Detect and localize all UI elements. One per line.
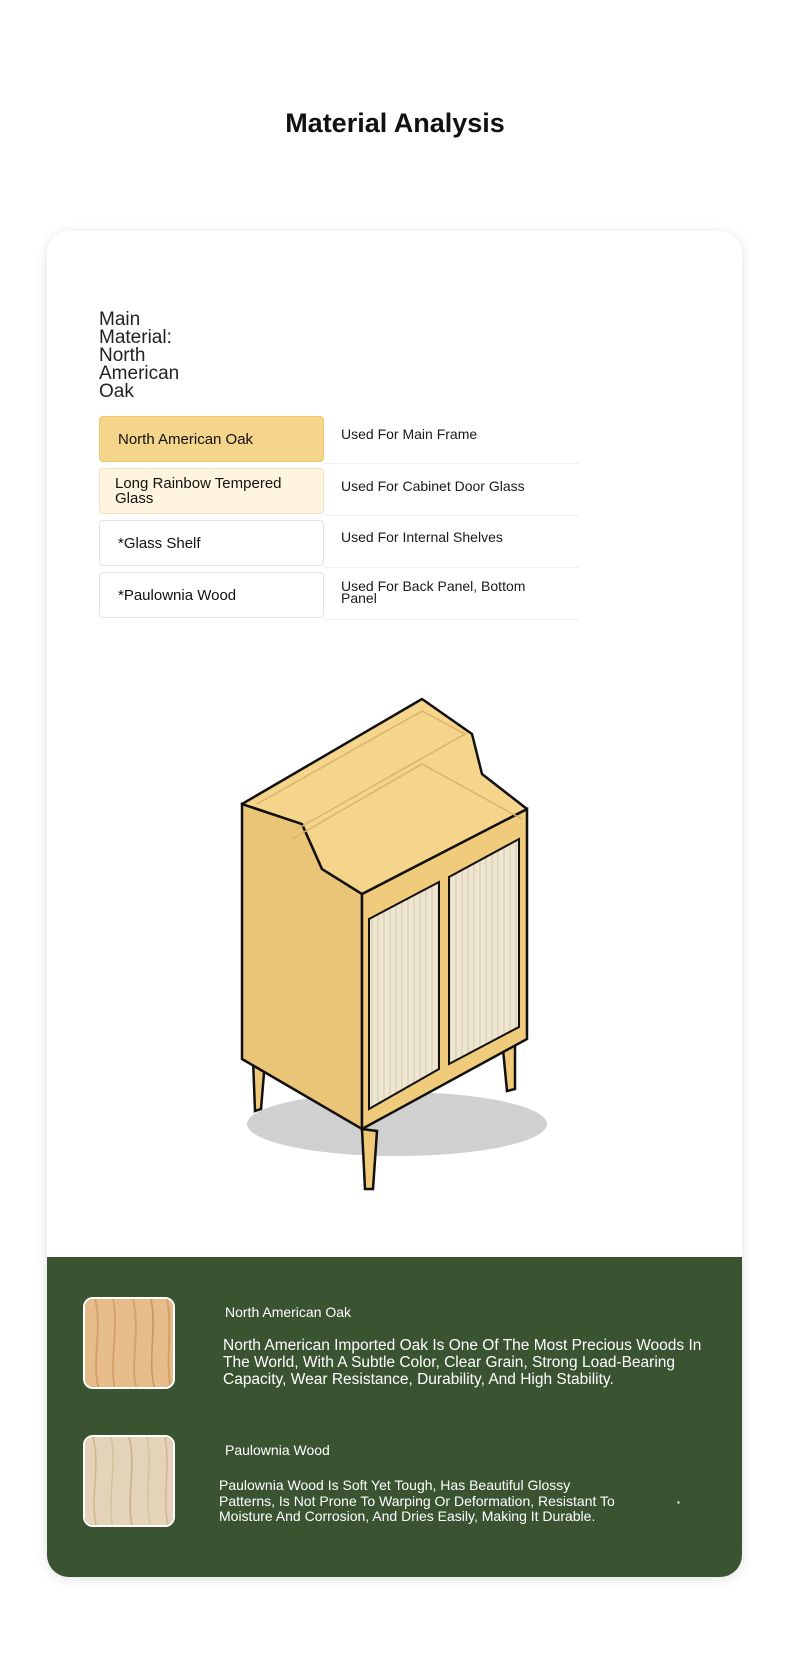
decorative-dot: ▪	[677, 1498, 680, 1507]
cabinet-leg	[362, 1129, 377, 1189]
material-row	[99, 572, 579, 620]
material-row	[99, 416, 579, 464]
material-name: *Paulownia Wood	[99, 572, 324, 618]
wood-name: Paulownia Wood	[225, 1442, 330, 1458]
wood-description: Paulownia Wood Is Soft Yet Tough, Has Beautiful Glossy Patterns, Is Not Prone To Warping Or Deformation, Resistant To Moisture And Corrosion, And Dries Easily, Making It Durable.	[219, 1477, 615, 1524]
material-row	[99, 468, 579, 516]
paulownia-swatch	[83, 1435, 175, 1527]
material-use: Used For Cabinet Door Glass	[341, 478, 525, 494]
material-use: Used For Back Panel, Bottom Panel	[341, 578, 526, 606]
oak-swatch	[83, 1297, 175, 1389]
material-card	[47, 231, 742, 1577]
material-use: Used For Internal Shelves	[341, 529, 503, 545]
cabinet-illustration	[237, 689, 557, 1194]
material-name: *Glass Shelf	[99, 520, 324, 566]
cabinet-door-glass	[369, 882, 439, 1109]
material-name: Long Rainbow Tempered Glass	[99, 468, 324, 514]
wood-details-panel	[47, 1257, 742, 1577]
wood-name: North American Oak	[225, 1304, 352, 1320]
wood-description: North American Imported Oak Is One Of The Most Precious Woods In The World, With A Subtle Color, Clear Grain, Strong Load-Bearing Capacity, Wear Resistance, Durability, And High Stability.	[223, 1337, 702, 1388]
material-row	[99, 520, 579, 568]
cabinet-door-glass	[449, 839, 519, 1064]
material-use: Used For Main Frame	[341, 426, 478, 442]
material-name: North American Oak	[99, 416, 324, 462]
page-title: Material Analysis	[285, 108, 505, 138]
main-material-label: Main Material: North American Oak	[99, 309, 180, 402]
